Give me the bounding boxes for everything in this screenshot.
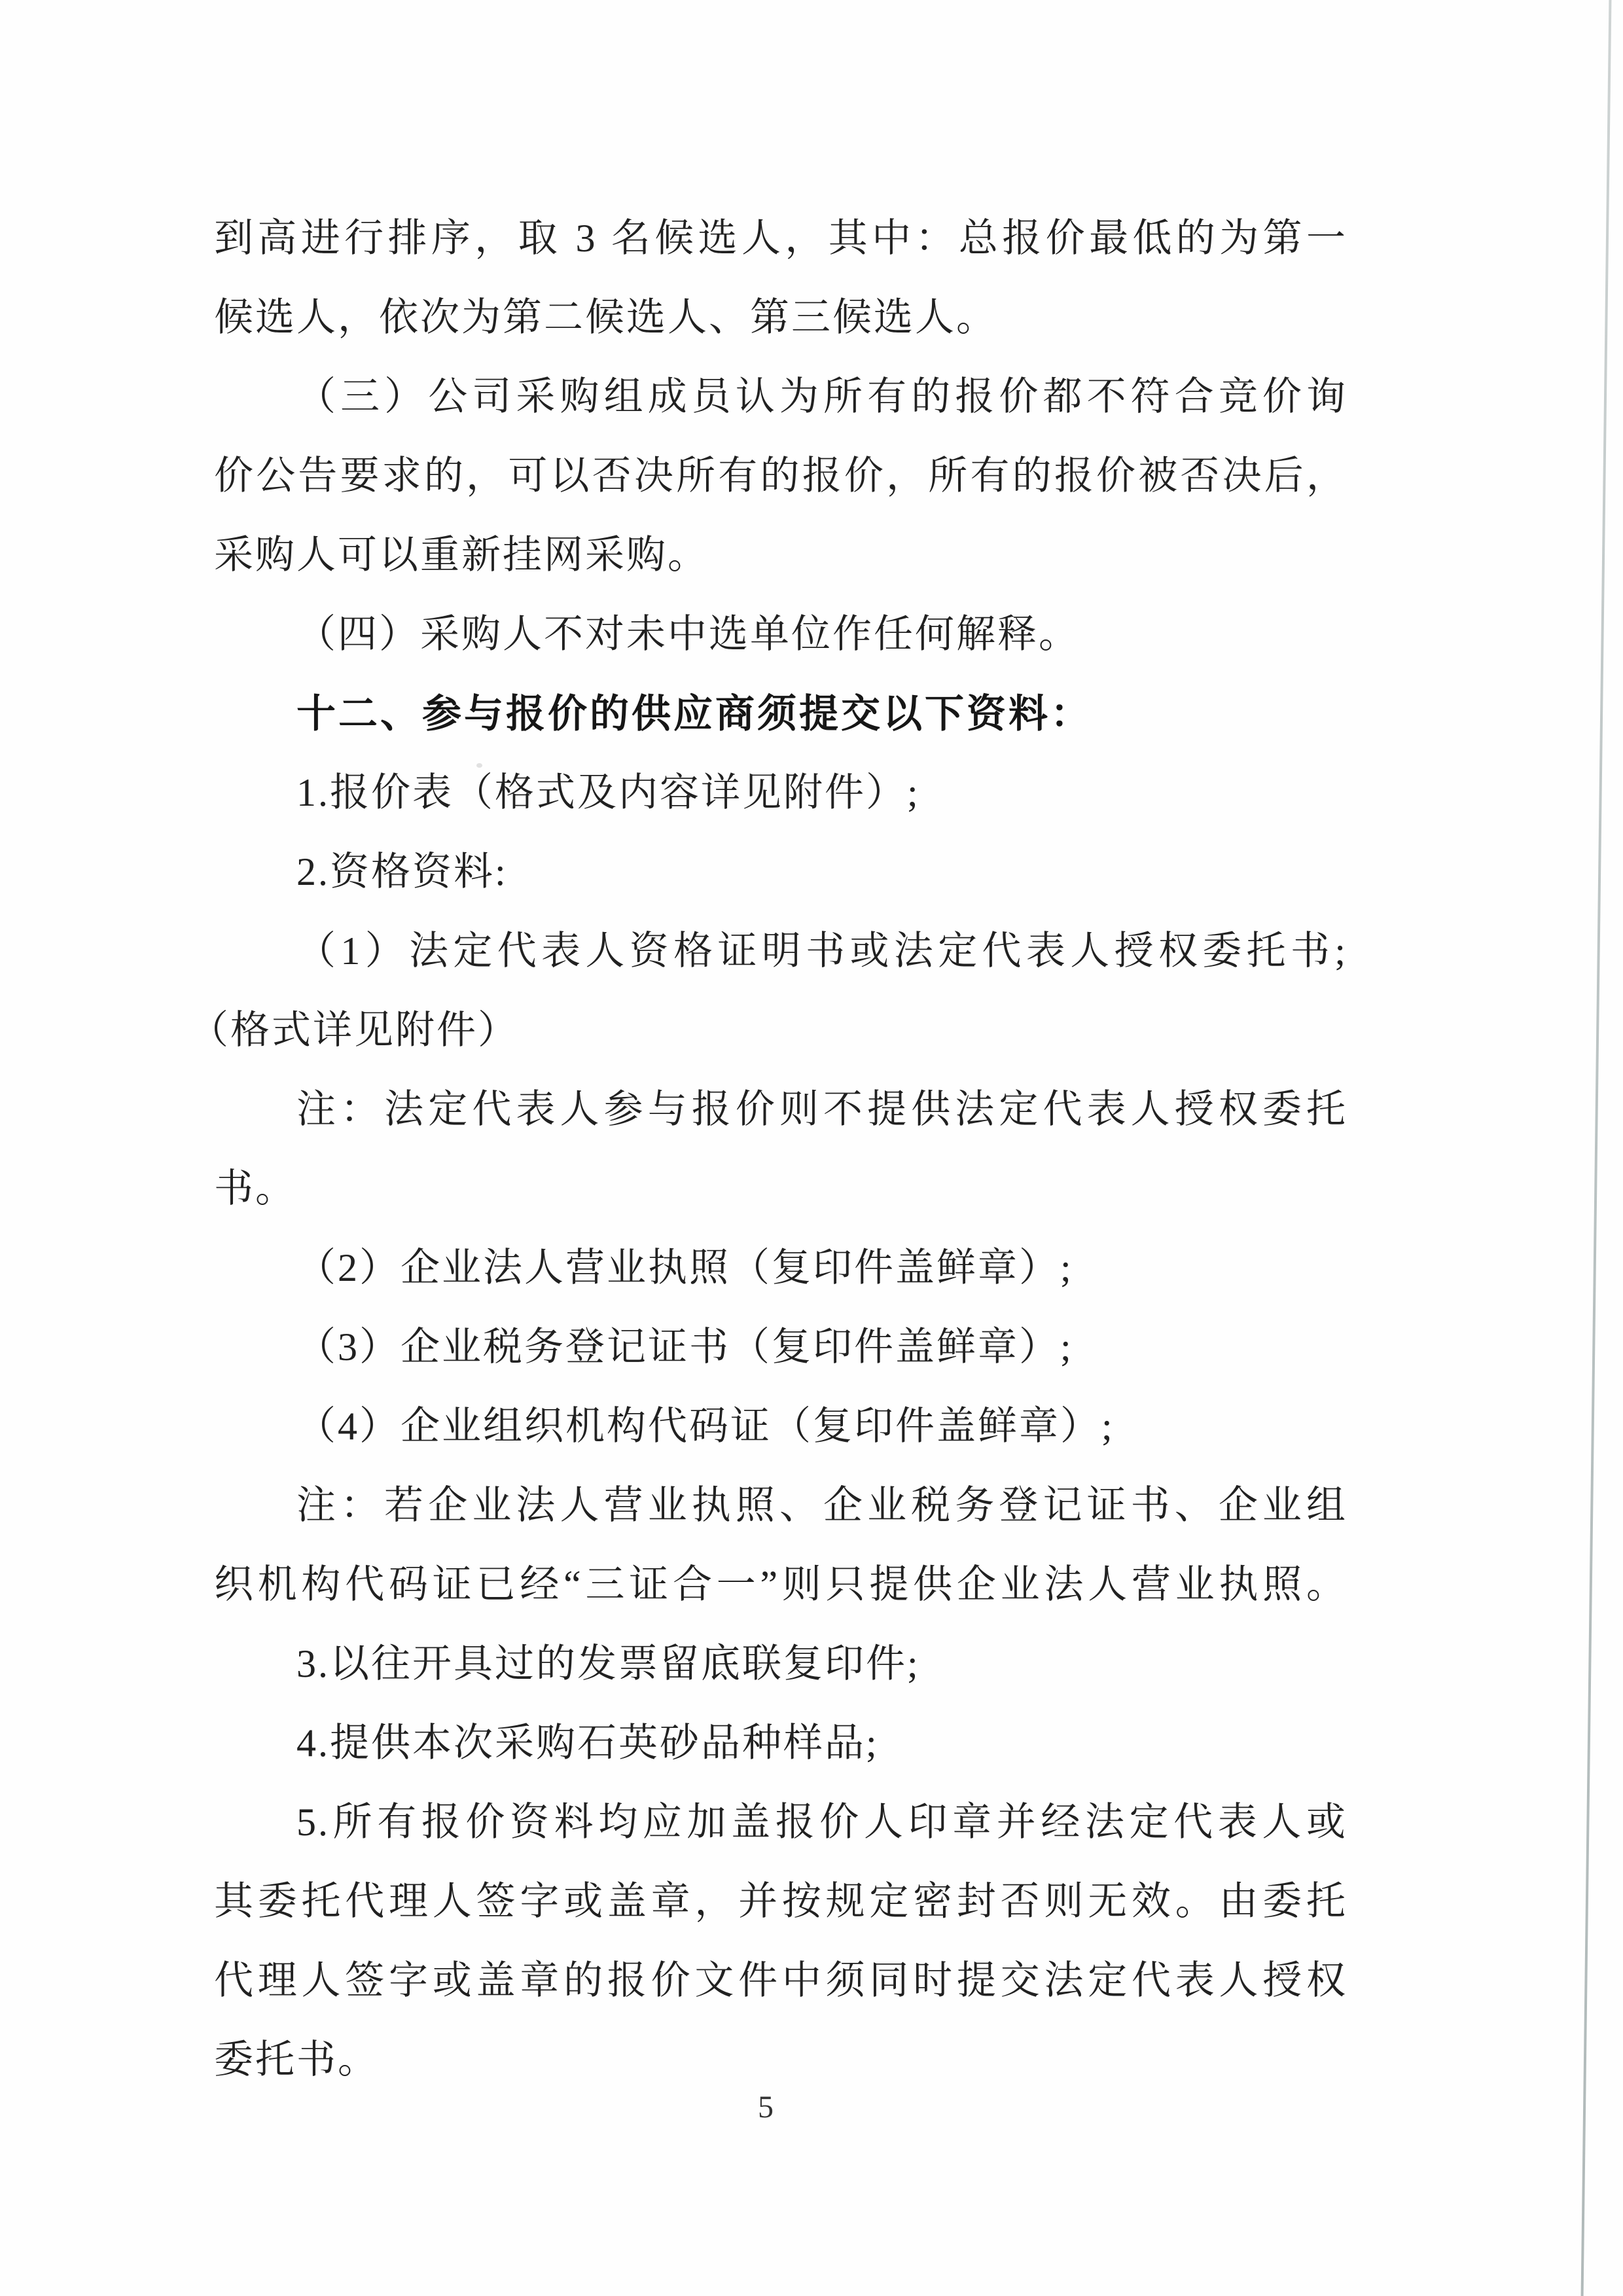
- text-line: 候选人，依次为第二候选人、第三候选人。: [214, 296, 997, 339]
- text-line: 3.以往开具过的发票留底联复印件;: [296, 1642, 920, 1685]
- text-line: 2.资格资料:: [296, 850, 508, 893]
- text-line: （3）企业税务登记证书（复印件盖鲜章）;: [296, 1325, 1073, 1369]
- text-line: 1.报价表（格式及内容详见附件）;: [296, 771, 920, 814]
- text-line: 注：若企业法人营业执照、企业税务登记证书、企业组: [296, 1484, 1347, 1527]
- text-line: （2）企业法人营业执照（复印件盖鲜章）;: [296, 1246, 1073, 1289]
- text-line: （1）法定代表人资格证明书或法定代表人授权委托书;: [296, 929, 1347, 973]
- text-line: 委托书。: [214, 2038, 379, 2081]
- page-number: 5: [758, 2090, 774, 2125]
- section-heading: 十二、参与报价的供应商须提交以下资料：: [296, 692, 1092, 736]
- text-line: （4）企业组织机构代码证（复印件盖鲜章）;: [296, 1405, 1115, 1448]
- text-line: 代理人签字或盖章的报价文件中须同时提交法定代表人授权: [214, 1959, 1347, 2002]
- text-line: 其委托代理人签字或盖章，并按规定密封否则无效。由委托: [214, 1880, 1347, 1923]
- scan-speck: [476, 763, 482, 768]
- text-line: 5.所有报价资料均应加盖报价人印章并经法定代表人或: [296, 1801, 1347, 1844]
- text-line: 价公告要求的，可以否决所有的报价，所有的报价被否决后，: [214, 454, 1347, 497]
- text-line: 采购人可以重新挂网采购。: [214, 533, 709, 577]
- text-line: 4.提供本次采购石英砂品种样品;: [296, 1721, 879, 1765]
- text-line: 织机构代码证已经“三证合一”则只提供企业法人营业执照。: [214, 1563, 1347, 1606]
- text-line: （三）公司采购组成员认为所有的报价都不符合竞价询: [296, 375, 1347, 418]
- text-line: （格式详见附件）: [189, 1009, 519, 1052]
- text-block: [189, 199, 1347, 2100]
- text-line: 到高进行排序，取 3 名候选人，其中：总报价最低的为第一: [214, 217, 1347, 260]
- text-line: （四）采购人不对未中选单位作任何解释。: [296, 613, 1080, 656]
- text-line: 注：法定代表人参与报价则不提供法定代表人授权委托: [296, 1088, 1347, 1131]
- text-line: 书。: [214, 1167, 296, 1210]
- scan-edge-line: [1580, 0, 1611, 2296]
